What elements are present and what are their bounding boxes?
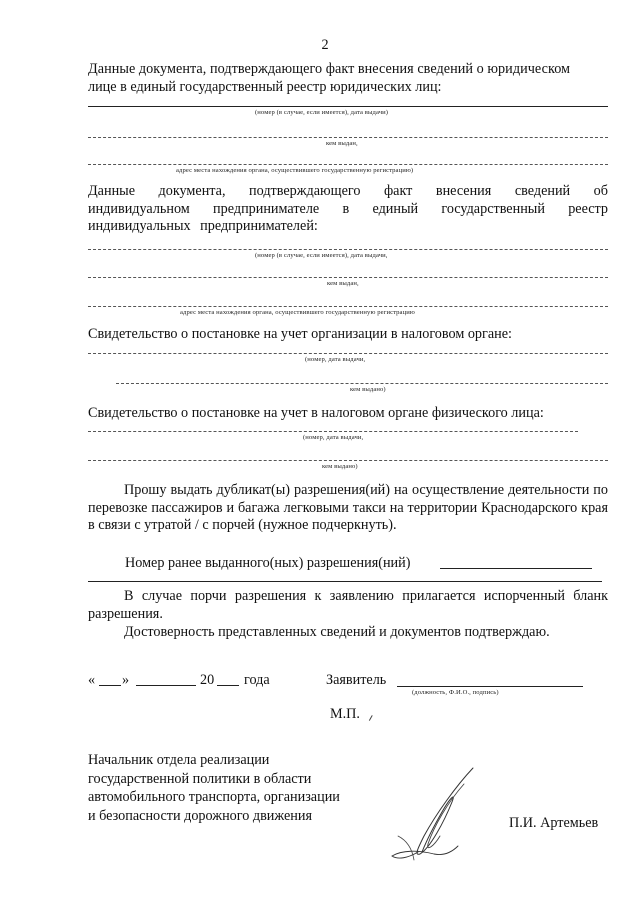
legal-entity-heading-line2: лице в единый государственный реестр юридических лиц: (88, 79, 442, 95)
legal-entity-number-field[interactable] (88, 106, 608, 107)
entrepreneur-address-caption: адрес места нахождения органа, осуществившего государственную регистрацию (180, 309, 415, 316)
entrepreneur-number-field[interactable] (88, 249, 608, 250)
tax-org-number-caption: (номер, дата выдачи, (305, 356, 366, 363)
official-title-line: автомобильного транспорта, организации (88, 789, 340, 805)
applicant-label: Заявитель (326, 672, 387, 688)
date-month-field[interactable] (136, 685, 196, 686)
tax-person-heading: Свидетельство о постановке на учет в налоговом органе физического лица: (88, 405, 544, 421)
official-name: П.И. Артемьев (509, 815, 599, 831)
entrepreneur-heading: Данные документа, подтверждающего факт внесения сведений об индивидуальном предпринимателе в единый государственный реестр индивидуальных предпринимателей: (88, 183, 608, 234)
request-paragraph: Прошу выдать дубликат(ы) разрешения(ий) на осуществление деятельности по перевозке пассажиров и багажа легковыми такси на территории Краснодарского края в связи с утратой / с порчей (нужное подчеркнуть). (88, 482, 608, 533)
legal-entity-heading-line1: Данные документа, подтверждающего факт внесения сведений о юридическом (88, 61, 571, 77)
legal-entity-number-caption: (номер (в случае, если имеется), дата выдачи) (255, 109, 389, 116)
stamp-label: М.П. (330, 706, 360, 722)
page-number: 2 (321, 37, 329, 53)
damage-note: В случае порчи разрешения к заявлению прилагается испорченный бланк разрешения. (88, 588, 608, 622)
stamp-mark (369, 715, 376, 723)
previous-number-label: Номер ранее выданного(ных) разрешения(ний) (125, 555, 411, 571)
confirmation-text: Достоверность представленных сведений и документов подтверждаю. (124, 624, 550, 640)
tax-person-number-caption: (номер, дата выдачи, (303, 434, 364, 441)
legal-entity-issuer-field[interactable] (88, 137, 608, 138)
entrepreneur-issuer-caption: кем выдан, (327, 280, 359, 287)
previous-number-field[interactable] (440, 568, 592, 569)
date-close-quote: » (122, 672, 130, 688)
tax-org-issuer-field[interactable] (116, 383, 608, 384)
tax-person-issuer-field[interactable] (88, 460, 608, 461)
tax-person-number-field[interactable] (88, 431, 578, 432)
official-title-line: государственной политики в области (88, 770, 312, 787)
date-open-quote: « (88, 672, 96, 688)
date-day-field[interactable] (99, 685, 121, 686)
legal-entity-address-caption: адрес места нахождения органа, осуществившего государственную регистрацию) (176, 167, 414, 174)
entrepreneur-issuer-field[interactable] (88, 277, 608, 278)
date-year-suffix: года (244, 672, 270, 688)
tax-person-issuer-caption: кем выдано) (322, 463, 358, 470)
entrepreneur-number-caption: (номер (в случае, если имеется), дата выдачи, (255, 252, 388, 259)
previous-number-field-2[interactable] (88, 581, 602, 582)
applicant-signature-field[interactable] (397, 686, 583, 687)
date-year-prefix: 20 (200, 672, 215, 688)
applicant-caption: (должность, Ф.И.О., подпись) (412, 689, 499, 696)
date-year-field[interactable] (217, 685, 239, 686)
official-title (88, 751, 340, 825)
legal-entity-issuer-caption: кем выдан, (326, 140, 358, 147)
official-title-line: и безопасности дорожного движения (88, 807, 312, 824)
entrepreneur-address-field[interactable] (88, 306, 608, 307)
handwritten-signature (378, 762, 488, 872)
tax-org-heading: Свидетельство о постановке на учет организации в налоговом органе: (88, 326, 512, 342)
official-title-line: Начальник отдела реализации (88, 752, 270, 768)
tax-org-issuer-caption: кем выдано) (350, 386, 386, 393)
legal-entity-address-field[interactable] (88, 164, 608, 165)
tax-org-number-field[interactable] (88, 353, 608, 354)
